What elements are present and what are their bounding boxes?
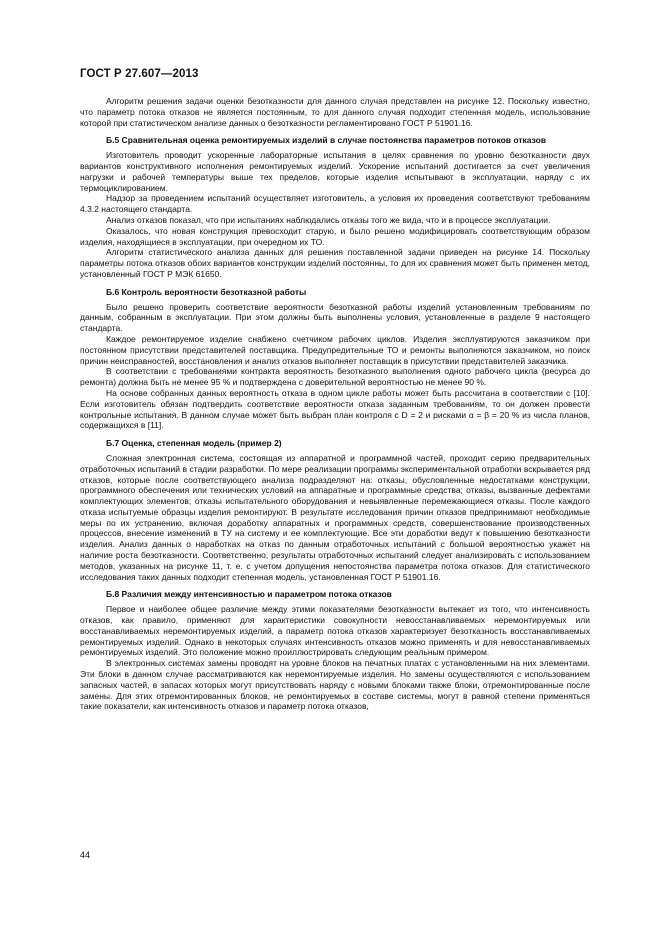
paragraph: Оказалось, что новая конструкция превосходит старую, и было решено модифицировать соответствующим образом изделия, находящиеся в эксплуатации, при очередном их ТО. xyxy=(80,225,590,247)
section-heading: Б.8 Различия между интенсивностью и параметром потока отказов xyxy=(106,589,392,600)
page-number: 44 xyxy=(80,850,91,860)
page-content xyxy=(80,96,590,712)
page-header: ГОСТ Р 27.607—2013 xyxy=(80,68,199,80)
paragraph: Первое и наиболее общее различие между этими показателями безотказности вытекает из того, что интенсивность отказов, как правило, применяют для характеристики совокупности невосстанавливаемых неремонтируемых или восстанавливаемых неремонтируемых изделий, а параметр потока отказов характеризует безотказность восстанавливаемых ремонтируемых изделий. Однако в некоторых случаях интенсивность отказов можно применять и для невосстанавливаемых ремонтируемых изделий. Это положение можно проиллюстрировать следующим реальным примером. xyxy=(80,604,590,658)
paragraph: На основе собранных данных вероятность отказа в одном цикле работы может быть рассчитана в соответствии с [10]. Если изготовитель обязан подтвердить соответствие вероятности отказа заданным требованиям, то он должен провести контрольные испытания. В данном случае может быть выбран план контроля с D = 2 и рисками α = β = 20 % из числа планов, содержащихся в [11]. xyxy=(80,387,590,431)
paragraph: Алгоритм решения задачи оценки безотказности для данного случая представлен на рисунке 12. Поскольку известно, что параметр потока отказов не является постоянным, то для данного случая подходит степенная модель, использование которой при статистическом анализе данных о безотказности регламентировано ГОСТ Р 51901.16. xyxy=(80,96,590,128)
paragraph: Анализ отказов показал, что при испытаниях наблюдались отказы того же вида, что и в процессе эксплуатации. xyxy=(106,214,551,225)
paragraph: Надзор за проведением испытаний осуществляет изготовитель, а условия их проведения соответствуют требованиям 4.3.2 настоящего стандарта. xyxy=(80,193,590,215)
paragraph: В соответствии с требованиями контракта вероятность безотказного выполнения одного рабочего цикла (ресурса до ремонта) должна быть не менее 95 % и подтверждена с доверительной вероятностью не менее 90 %. xyxy=(80,366,590,388)
paragraph: В электронных системах замены проводят на уровне блоков на печатных платах с установленными на них элементами. Эти блоки в данном случае рассматриваются как неремонтируемые изделия. Но замены осуществляются с использованием запасных частей, в запасах которых могут присутствовать наряду с новыми блоками также блоки, отремонтированные после замены. Для этих отремонтированных блоков, не ремонтируемых в составе системы, могут в равной степени применяться такие показатели, как интенсивность отказов и параметр потока отказов, xyxy=(80,658,590,712)
paragraph: Алгоритм статистического анализа данных для решения поставленной задачи приведен на рисунке 14. Поскольку параметры потока отказов обоих вариантов конструкции изделий постоянны, то для их сравнения может быть применен метод, установленный ГОСТ Р МЭК 61650. xyxy=(80,247,590,279)
paragraph: Было решено проверить соответствие вероятности безотказной работы изделий установленным требованиям по данным, собранным в эксплуатации. При этом должны быть выполнены условия, установленные в разделе 9 настоящего стандарта. xyxy=(80,301,590,334)
paragraph: Изготовитель проводит ускоренные лабораторные испытания в целях сравнения по уровню безотказности двух вариантов конструктивного исполнения ремонтируемых изделий. Ускорение испытаний достигается за счет увеличения нагрузки и рабочей температуры выше тех пределов, которые изделия испытывают в эксплуатации, наряду с их термоциклированием. xyxy=(80,150,590,193)
section-heading: Б.5 Сравнительная оценка ремонтируемых изделий в случае постоянства параметров потоков отказов xyxy=(106,135,547,146)
paragraph: Каждое ремонтируемое изделие снабжено счетчиком рабочих циклов. Изделия эксплуатируются заказчиком при постоянном присутствии представителей поставщика. Предупредительные ТО и ремонты выполняются заказчиком, но поиск причин неисправностей, восстановления и анализ отказов выполняет поставщик в присутствии представителей заказчика. xyxy=(80,333,590,366)
section-heading: Б.6 Контроль вероятности безотказной работы xyxy=(106,286,307,297)
section-heading: Б.7 Оценка, степенная модель (пример 2) xyxy=(106,438,282,449)
paragraph: Сложная электронная система, состоящая из аппаратной и программной частей, проходит серию предварительных отработочных испытаний в стадии разработки. По мере реализации программы экспериментальной отработки вскрывается ряд отказов, которые после соответствующего анализа подразделяют на: отказы, обусловленные недостатками конструкции, программного обеспечения или технических условий на аппаратные и программные средства; отказы, вызванные дефектами комплектующих элементов; отказы испытательного оборудования и невыявленные перемежающиеся отказы. После каждого отказа испытуемые образцы изделия ремонтируют. В результате исследования причин отказов предпринимают необходимые меры по их устранению, включая доработку аппаратных и программных средств, совершенствование производственных процессов, внесение изменений в ТУ на систему и ее комплектующие. Все эти доработки ведут к повышению безотказности изделия. Анализ данных о наработках на отказ по данным отработочных испытаний с большой вероятностью укажет на наличие роста безотказности. Соответственно, результаты отработочных испытаний следует анализировать с использованием методов, указанных на рисунке 11, т. е. с учетом допущения непостоянства параметра потока отказов. Для статистического исследования таких данных подходит степенная модель, установленная ГОСТ Р 51901.16. xyxy=(80,452,590,582)
